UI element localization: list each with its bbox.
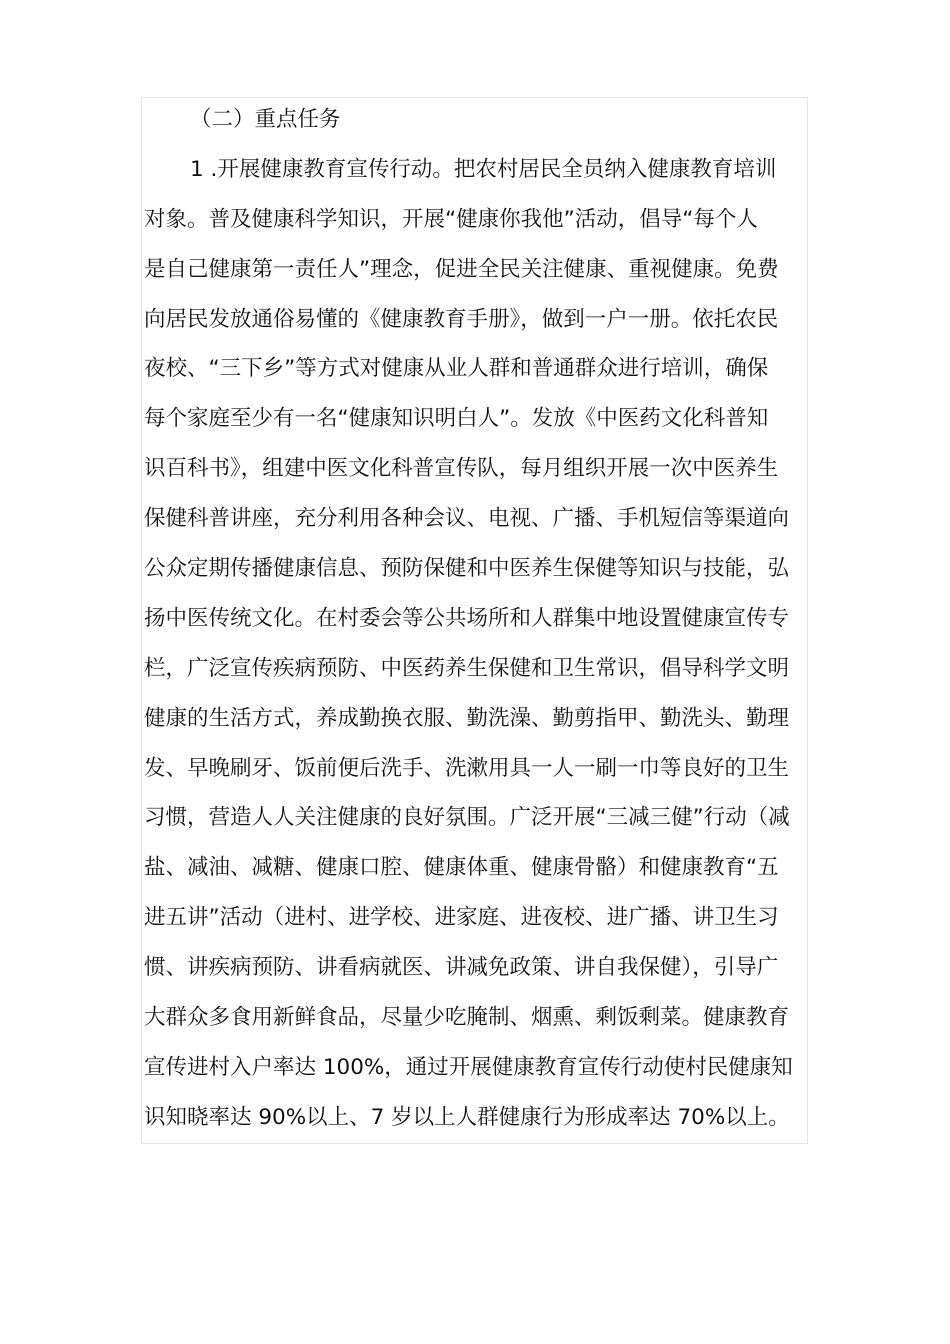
- paragraph-line: 发、早晚刷牙、饭前便后洗手、洗漱用具一人一刷一巾等良好的卫生: [144, 755, 790, 781]
- paragraph-line: 宣传进村入户率达 100%，通过开展健康教育宣传行动使村民健康知: [144, 1054, 793, 1080]
- paragraph-line: 惯、讲疾病预防、讲看病就医、讲减免政策、讲自我保健），引导广: [144, 955, 779, 981]
- paragraph-line: 对象。普及健康科学知识，开展“健康你我他”活动，倡导“每个人: [144, 206, 758, 232]
- section-heading: （二）重点任务: [190, 107, 341, 132]
- paragraph-line: 进五讲”活动（进村、进学校、进家庭、进夜校、进广播、讲卫生习: [144, 905, 779, 931]
- paragraph-line: 是自己健康第一责任人”理念，促进全民关注健康、重视健康。免费: [144, 256, 779, 282]
- paragraph-line: 识知晓率达 90%以上、7 岁以上人群健康行为形成率达 70%以上。: [144, 1104, 790, 1130]
- paragraph-line: 习惯，营造人人关注健康的良好氛围。广泛开展“三减三健”行动（减: [144, 805, 790, 831]
- paragraph-line: 1 .开展健康教育宣传行动。把农村居民全员纳入健康教育培训: [190, 156, 777, 182]
- paragraph-line: 公众定期传播健康信息、预防保健和中医养生保健等知识与技能，弘: [144, 556, 790, 582]
- paragraph-line: 栏，广泛宣传疾病预防、中医药养生保健和卫生常识，倡导科学文明: [144, 655, 790, 681]
- paragraph-line: 识百科书》，组建中医文化科普宣传队，每月组织开展一次中医养生: [144, 456, 779, 482]
- paragraph-line: 每个家庭至少有一名“健康知识明白人”。发放《中医药文化科普知: [144, 406, 769, 432]
- paragraph-line: 夜校、“三下乡”等方式对健康从业人群和普通群众进行培训，确保: [144, 356, 769, 382]
- paragraph-line: 向居民发放通俗易懂的《健康教育手册》，做到一户一册。依托农民: [144, 306, 779, 332]
- paragraph-line: 盐、减油、减糖、健康口腔、健康体重、健康骨骼）和健康教育“五: [144, 855, 779, 881]
- document-body: [144, 95, 824, 1143]
- paragraph-line: 大群众多食用新鲜食品，尽量少吃腌制、烟熏、剩饭剩菜。健康教育: [144, 1005, 790, 1031]
- paragraph-line: 健康的生活方式，养成勤换衣服、勤洗澡、勤剪指甲、勤洗头、勤理: [144, 705, 790, 731]
- paragraph-line: 扬中医传统文化。在村委会等公共场所和人群集中地设置健康宣传专: [144, 605, 790, 631]
- paragraph-line: 保健科普讲座，充分利用各种会议、电视、广播、手机短信等渠道向: [144, 506, 790, 532]
